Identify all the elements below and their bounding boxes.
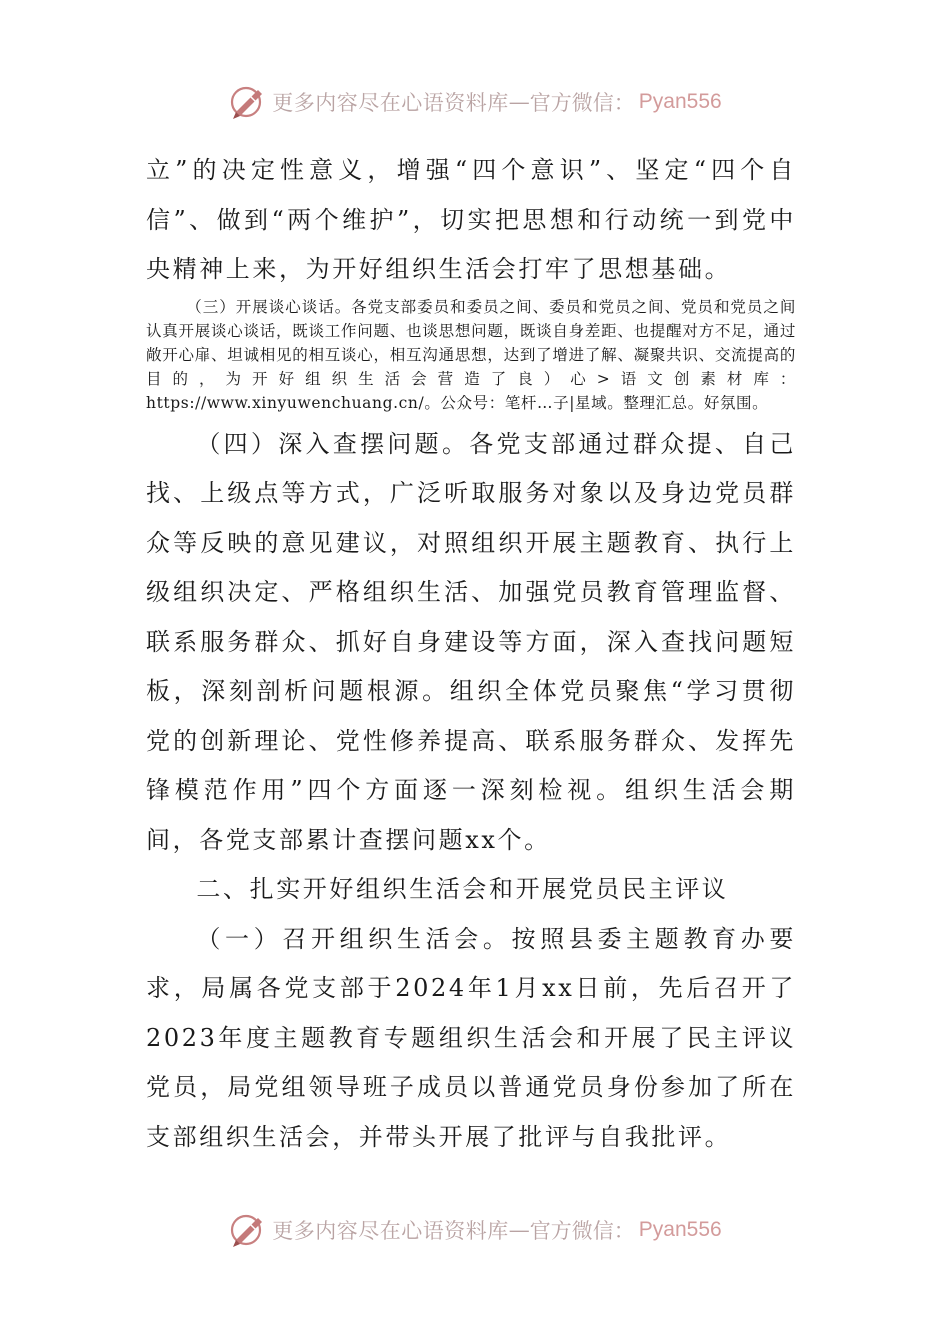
- watermark-brand: 更多内容尽在心语资料库: [272, 1219, 509, 1243]
- watermark-wechat-label: 官方微信：: [529, 1219, 635, 1243]
- paragraph-heart-to-heart-talks: （三）开展谈心谈话。各党支部委员和委员之间、委员和党员之间、党员和党员之间认真开展谈心谈话，既谈工作问题、也谈思想问题，既谈自身差距、也提醒对方不足，通过敞开心扉、坦诚相见的相互谈心，相互沟通思想，达到了增进了解、凝聚共识、交流提高的目的，为开好组织生活会营造了良）心>语文创素材库：https://www.xinyuwenchuang.cn/。公众号：笔杆…子|星域。整理汇总。好氛围。: [146, 297, 796, 413]
- pen-logo-icon: [228, 82, 268, 122]
- watermark-brand: 更多内容尽在心语资料库: [272, 91, 509, 115]
- watermark-wechat-label: 官方微信：: [529, 91, 635, 115]
- watermark-wechat-id: Pyan556: [638, 90, 722, 113]
- paragraph-organization-meeting: （一）召开组织生活会。按照县委主题教育办要求，局属各党支部于2024年1月xx日前，先后召开了2023年度主题教育专题组织生活会和开展了民主评议党员，局党组领导班子成员以普通党员身份参加了所在支部组织生活会，并带头开展了批评与自我批评。: [146, 924, 796, 1151]
- paragraph-continuation: 立”的决定性意义，增强“四个意识”、坚定“四个自信”、做到“两个维护”，切实把思想和行动统一到党中央精神上来，为开好组织生活会打牢了思想基础。: [146, 156, 796, 283]
- watermark-separator: —: [508, 1218, 530, 1242]
- watermark-wechat-id: Pyan556: [638, 1218, 722, 1241]
- pen-logo-icon: [228, 1210, 268, 1250]
- footer-watermark: [0, 1208, 950, 1252]
- header-watermark: [0, 80, 950, 124]
- document-body: [146, 146, 796, 1162]
- section-heading: 二、扎实开好组织生活会和开展党员民主评议: [196, 875, 729, 904]
- paragraph-identify-problems: （四）深入查摆问题。各党支部通过群众提、自己找、上级点等方式，广泛听取服务对象以及身边党员群众等反映的意见建议，对照组织开展主题教育、执行上级组织决定、严格组织生活、加强党员教育管理监督、联系服务群众、抓好自身建设等方面，深入查找问题短板，深刻剖析问题根源。组织全体党员聚焦“学习贯彻党的创新理论、党性修养提高、联系服务群众、发挥先锋模范作用”四个方面逐一深刻检视。组织生活会期间，各党支部累计查摆问题xx个。: [146, 429, 796, 854]
- watermark-separator: —: [508, 90, 530, 114]
